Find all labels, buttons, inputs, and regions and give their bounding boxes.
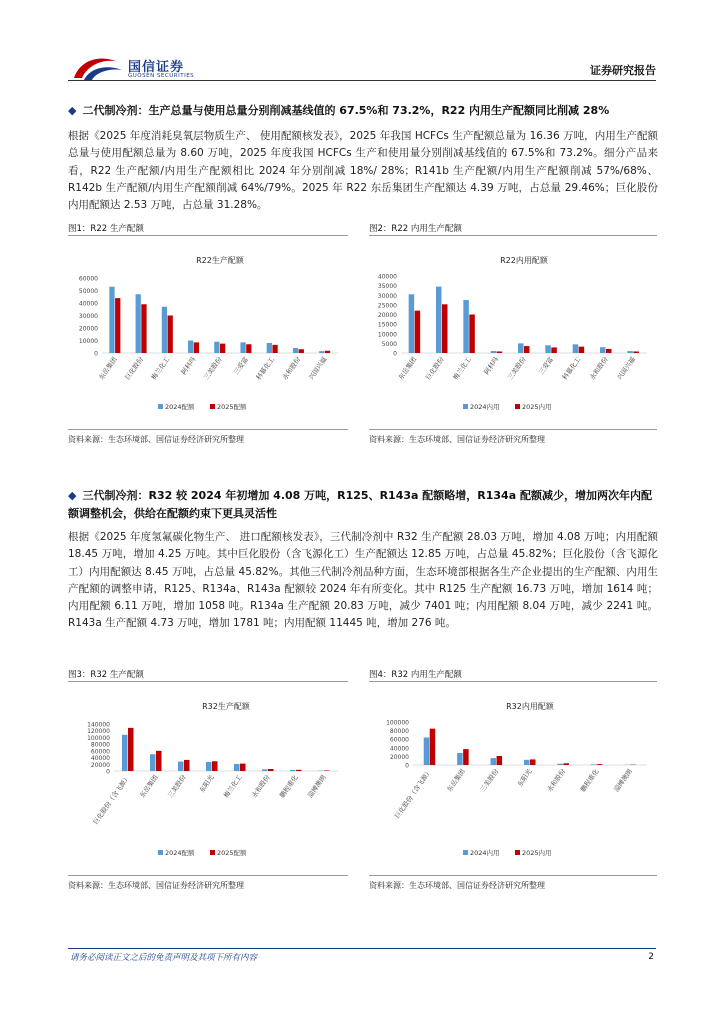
- y-tick-label: 25000: [377, 302, 397, 310]
- bar: [436, 287, 442, 353]
- y-tick-label: 100000: [87, 734, 110, 742]
- chart-r22-domestic: [369, 238, 657, 428]
- bar: [491, 758, 497, 765]
- y-tick-label: 60000: [78, 275, 98, 283]
- x-tick-label: 巨化股份: [123, 355, 145, 382]
- bar: [240, 342, 245, 353]
- bar: [469, 315, 475, 354]
- bar: [319, 351, 324, 353]
- bar: [128, 728, 134, 771]
- bar: [415, 311, 421, 353]
- x-tick-label: 科慕化工: [254, 355, 277, 382]
- bar: [518, 343, 524, 353]
- bar: [141, 304, 146, 353]
- chart-title: R32内用配额: [506, 702, 554, 711]
- x-tick-label: 科慕化工: [560, 355, 583, 382]
- x-tick-label: 梅兰化工: [222, 773, 244, 800]
- x-tick-label: 三美股份: [478, 767, 501, 794]
- bar: [563, 763, 569, 765]
- footer-divider: [68, 948, 656, 949]
- bar: [463, 749, 469, 765]
- y-tick-label: 80000: [90, 741, 110, 749]
- legend-swatch: [515, 850, 520, 855]
- x-tick-label: 淄博澳朗: [612, 767, 634, 794]
- y-tick-label: 35000: [377, 283, 397, 291]
- y-tick-label: 30000: [377, 292, 397, 300]
- bar: [109, 287, 114, 353]
- legend-label: 2025配额: [217, 849, 247, 857]
- y-tick-label: 0: [94, 350, 98, 358]
- legend-swatch: [515, 404, 520, 409]
- y-tick-label: 40000: [78, 300, 98, 308]
- y-tick-label: 40000: [389, 745, 409, 753]
- bar: [530, 759, 536, 765]
- fig3-source: 资料来源：生态环境部、国信证券经济研究所整理: [68, 881, 244, 890]
- y-tick-label: 120000: [87, 728, 110, 736]
- bar: [325, 351, 330, 353]
- bar: [184, 760, 190, 771]
- x-tick-label: 东岳集团: [97, 355, 119, 382]
- company-logo-icon: [70, 50, 124, 82]
- y-tick-label: 40000: [90, 755, 110, 763]
- bar: [234, 764, 240, 771]
- x-tick-label: 梅兰化工: [451, 355, 473, 382]
- y-tick-label: 10000: [78, 338, 98, 345]
- bar: [497, 351, 503, 353]
- bar: [136, 294, 141, 353]
- x-tick-label: 梅兰化工: [149, 355, 172, 382]
- x-tick-label: 巨化股份（含飞源）: [393, 767, 434, 821]
- bar: [557, 764, 563, 765]
- legend-swatch: [210, 850, 215, 855]
- bar: [156, 751, 162, 771]
- bar: [600, 347, 606, 353]
- legend-label: 2024内用: [470, 403, 500, 411]
- y-tick-label: 40000: [377, 273, 397, 281]
- x-tick-label: 东岳集团: [138, 773, 160, 800]
- x-tick-label: 巨化股份: [424, 355, 446, 382]
- x-tick-label: 东阳光: [197, 773, 216, 795]
- x-tick-label: 三美股份: [166, 773, 188, 800]
- bar: [545, 345, 551, 353]
- x-tick-label: 三美股份: [202, 355, 224, 382]
- fig4-source: 资料来源：生态环境部、国信证券经济研究所整理: [369, 881, 545, 890]
- bar: [627, 351, 633, 353]
- fig4-rule: [369, 681, 657, 682]
- bar: [268, 769, 274, 771]
- bar: [150, 754, 156, 771]
- bar: [194, 342, 199, 353]
- x-tick-label: 巨化股份（含飞源）: [91, 773, 132, 827]
- bar: [633, 351, 639, 353]
- diamond-bullet-icon: ◆: [68, 489, 77, 502]
- bar: [524, 346, 530, 353]
- x-tick-label: 永和股份: [280, 355, 303, 382]
- x-tick-label: 淄博澳朗: [306, 773, 328, 800]
- y-tick-label: 5000: [381, 340, 397, 348]
- y-tick-label: 50000: [78, 288, 98, 295]
- y-tick-label: 20000: [389, 753, 409, 761]
- legend-swatch: [158, 404, 163, 409]
- fig2-source: 资料来源：生态环境部、国信证券经济研究所整理: [369, 435, 545, 444]
- legend-swatch: [463, 404, 468, 409]
- bar: [430, 729, 436, 765]
- bar: [299, 349, 304, 353]
- legend-swatch: [463, 850, 468, 855]
- bar: [409, 294, 415, 353]
- fig3-rule: [68, 681, 348, 682]
- y-tick-label: 20000: [377, 312, 397, 319]
- bar: [424, 737, 430, 765]
- bar: [491, 351, 497, 353]
- x-tick-label: 三爱富: [232, 355, 250, 377]
- legend-swatch: [210, 404, 215, 409]
- bar: [272, 345, 277, 353]
- x-tick-label: 兴国兴福: [307, 355, 329, 382]
- y-tick-label: 15000: [377, 321, 397, 329]
- x-tick-label: 永和股份: [588, 355, 610, 382]
- bar: [212, 761, 218, 771]
- y-tick-label: 60000: [90, 748, 110, 756]
- fig2-bottom-rule: [369, 429, 657, 430]
- chart-r32-production: [68, 684, 348, 874]
- logo-english: GUOSEN SECURITIES: [128, 73, 195, 79]
- bar: [214, 342, 219, 353]
- x-tick-label: 三美股份: [506, 355, 528, 382]
- x-tick-label: 三爱富: [537, 355, 555, 377]
- bar: [168, 316, 173, 354]
- bar: [178, 762, 184, 771]
- bar: [324, 770, 330, 771]
- bar: [463, 300, 469, 353]
- fig4-bottom-rule: [369, 875, 657, 876]
- x-tick-label: 阿科玛: [179, 355, 198, 377]
- legend-label: 2024内用: [470, 849, 500, 857]
- y-tick-label: 0: [106, 768, 110, 776]
- logo-name: 国信证券: [128, 60, 185, 75]
- bar: [293, 348, 298, 353]
- section2-heading: [68, 487, 658, 523]
- bar: [115, 298, 120, 353]
- bar: [240, 764, 246, 771]
- page-number: 2: [648, 952, 654, 962]
- bar: [442, 304, 448, 353]
- y-tick-label: 20000: [90, 761, 110, 769]
- bar: [267, 343, 272, 353]
- x-tick-label: 东岳集团: [396, 355, 419, 382]
- x-tick-label: 永和股份: [250, 773, 272, 800]
- fig3-caption: 图3：R32 生产配额: [68, 670, 144, 680]
- y-tick-label: 0: [393, 350, 397, 358]
- bar: [497, 756, 503, 765]
- bar: [206, 762, 212, 771]
- x-tick-label: 东岳集团: [445, 767, 467, 794]
- bar: [579, 347, 585, 353]
- bar: [262, 769, 268, 771]
- y-tick-label: 10000: [377, 331, 397, 339]
- section2-title: 三代制冷剂：R32 较 2024 年初增加 4.08 万吨，R125、R143a 配额略增，R134a 配额减少，增加两次年内配额调整机会，供给在配额约束下更具灵活性: [68, 489, 652, 520]
- bar: [597, 764, 603, 765]
- bar: [606, 349, 612, 353]
- diamond-bullet-icon: ◆: [68, 104, 77, 117]
- legend-label: 2025配额: [217, 403, 247, 411]
- header-divider: [68, 80, 656, 81]
- x-tick-label: 兴国兴福: [615, 355, 637, 382]
- bar: [551, 347, 557, 353]
- x-tick-label: 东阳光: [515, 767, 534, 789]
- report-type: 证券研究报告: [590, 64, 656, 77]
- legend-label: 2025内用: [522, 849, 552, 857]
- bar: [591, 764, 597, 765]
- fig4-caption: 图4：R32 内用生产配额: [369, 670, 462, 680]
- bar: [573, 344, 579, 353]
- bar: [162, 307, 167, 353]
- y-tick-label: 0: [405, 762, 409, 770]
- y-tick-label: 100000: [386, 719, 409, 727]
- fig2-caption: 图2：R22 内用生产配额: [369, 224, 462, 234]
- bar: [220, 344, 225, 353]
- chart-title: R32生产配额: [202, 702, 250, 711]
- legend-label: 2024配额: [165, 403, 195, 411]
- chart-r32-domestic: [369, 684, 657, 874]
- section1-paragraph: 根据《2025 年度消耗臭氧层物质生产、 使用配额核发表》，2025 年我国 HCFCs 生产配额总量为 16.36 万吨，内用生产配额总量与使用配额总量为 8.60 万吨，2025 年度我国 HCFCs 生产和使用量分别削减基线值的 67.5%和 73.2%。细分产品来看，R22 生产配额/内用生产配额相比 2024 年分别削减 18%/ 28%；R141b 生产配额/内用生产配额削减 57%/68%、R142b 生产配额/内用生产配额削减 64%/79%。2025 年 R22 东岳集团生产配额达 4.39 万吨，占总量 29.46%；巨化股份内用配额达 2.53 万吨，占总量 31.28%。: [68, 130, 658, 212]
- fig1-rule: [68, 235, 348, 236]
- x-tick-label: 阿科玛: [482, 355, 501, 377]
- y-tick-label: 60000: [389, 736, 409, 744]
- y-tick-label: 140000: [87, 721, 110, 729]
- x-tick-label: 永和股份: [545, 767, 568, 794]
- y-tick-label: 80000: [389, 728, 409, 736]
- chart-title: R22生产配额: [196, 256, 244, 265]
- fig1-caption: 图1：R22 生产配额: [68, 224, 144, 234]
- y-tick-label: 20000: [78, 325, 98, 333]
- legend-label: 2025内用: [522, 403, 552, 411]
- section2-paragraph: 根据《2025 年度氢氟碳化物生产、 进口配额核发表》，三代制冷剂中 R32 生产配额 28.03 万吨，增加 4.08 万吨；内用配额 18.45 万吨，增加 4.25 万吨。其中巨化股份（含飞源化工）生产配额达 12.85 万吨，占总量 45.82%；巨化股份（含飞源化工）内用配额达 8.45 万吨，占总量 45.82%。其他三代制冷剂品种方面，生态环境部根据各生产企业提出的生产配额、内用生产配额的调整申请，R125、R134a、R143a 配额较 2024 年有所变化。其中 R125 生产配额 16.73 万吨，增加 1614 吨；内用配额 6.11 万吨，增加 1058 吨。R134a 生产配额 20.83 万吨，减少 7401 吨；内用配额 8.04 万吨，减少 2241 吨。R143a 生产配额 4.73 万吨，增加 1781 吨；内用配额 11445 吨，增加 276 吨。: [68, 531, 658, 630]
- chart-r22-production: [68, 238, 348, 428]
- section1-heading: [68, 102, 658, 120]
- footer-disclaimer: 请务必阅读正文之后的免责声明及其项下所有内容: [70, 953, 258, 963]
- bar: [290, 770, 296, 771]
- fig1-bottom-rule: [68, 429, 348, 430]
- fig1-source: 资料来源：生态环境部、国信证券经济研究所整理: [68, 435, 244, 444]
- y-tick-label: 30000: [78, 313, 98, 320]
- chart-title: R22内用配额: [500, 256, 548, 265]
- fig2-rule: [369, 235, 657, 236]
- bar: [122, 735, 128, 771]
- fig3-bottom-rule: [68, 875, 348, 876]
- x-tick-label: 鹏程重化: [278, 773, 300, 800]
- legend-swatch: [158, 850, 163, 855]
- bar: [246, 344, 251, 353]
- section1-title: 二代制冷剂：生产总量与使用总量分别削减基线值的 67.5%和 73.2%，R22 内用生产配额同比削减 28%: [82, 104, 610, 117]
- bar: [457, 753, 463, 765]
- bar: [188, 341, 193, 354]
- legend-label: 2024配额: [165, 849, 195, 857]
- bar: [524, 760, 530, 765]
- bar: [296, 770, 302, 771]
- x-tick-label: 鹏程重化: [579, 767, 601, 794]
